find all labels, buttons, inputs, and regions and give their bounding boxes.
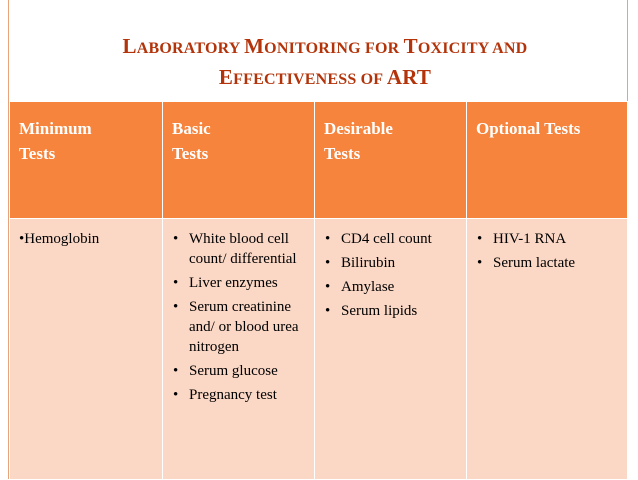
cell-optional-tests xyxy=(467,219,628,480)
list-item: •Hemoglobin xyxy=(19,231,100,247)
list-item: • Pregnancy test xyxy=(172,385,306,405)
optional-tests-list xyxy=(476,229,619,273)
list-item: • Bilirubin xyxy=(324,253,458,273)
title-initial: L xyxy=(122,34,137,58)
header-line: Basic xyxy=(172,119,211,138)
list-item: • Serum lipids xyxy=(324,301,458,321)
list-item: • Serum lactate xyxy=(476,253,619,273)
header-desirable-tests xyxy=(315,102,467,219)
cell-desirable-tests xyxy=(315,219,467,480)
title-word: FFECTIVENESS OF xyxy=(233,71,387,88)
list-item: • Amylase xyxy=(324,277,458,297)
title-word: OXICITY AND xyxy=(417,40,528,57)
header-optional-tests xyxy=(467,102,628,219)
header-line: Tests xyxy=(324,144,361,163)
header-line: Optional Tests xyxy=(476,119,581,138)
slide-title xyxy=(20,32,630,94)
header-basic-tests xyxy=(163,102,315,219)
tests-table xyxy=(9,101,628,480)
title-initial: ART xyxy=(386,65,432,89)
header-minimum-tests xyxy=(10,102,163,219)
list-item: • Liver enzymes xyxy=(172,273,306,293)
list-item: • White blood cell count/ differential xyxy=(172,229,306,269)
desirable-tests-list xyxy=(324,229,458,321)
header-line: Tests xyxy=(172,144,209,163)
list-item: • CD4 cell count xyxy=(324,229,458,249)
cell-basic-tests xyxy=(163,219,315,480)
title-initial: T xyxy=(403,34,418,58)
header-line: Tests xyxy=(19,144,56,163)
header-line: Desirable xyxy=(324,119,393,138)
list-item: • Serum glucose xyxy=(172,361,306,381)
table-header-row xyxy=(10,102,628,219)
title-word: ABORATORY xyxy=(136,40,245,57)
header-line: Minimum xyxy=(19,119,92,138)
list-item: • HIV-1 RNA xyxy=(476,229,619,249)
cell-minimum-tests xyxy=(10,219,163,480)
basic-tests-list xyxy=(172,229,306,405)
title-word: ONITORING FOR xyxy=(264,40,404,57)
title-line-2 xyxy=(20,63,630,94)
title-line-1 xyxy=(20,32,630,63)
table-body-row xyxy=(10,219,628,480)
title-initial: M xyxy=(244,34,265,58)
list-item: • Serum creatinine and/ or blood urea nitrogen xyxy=(172,297,306,357)
title-initial: E xyxy=(218,65,234,89)
